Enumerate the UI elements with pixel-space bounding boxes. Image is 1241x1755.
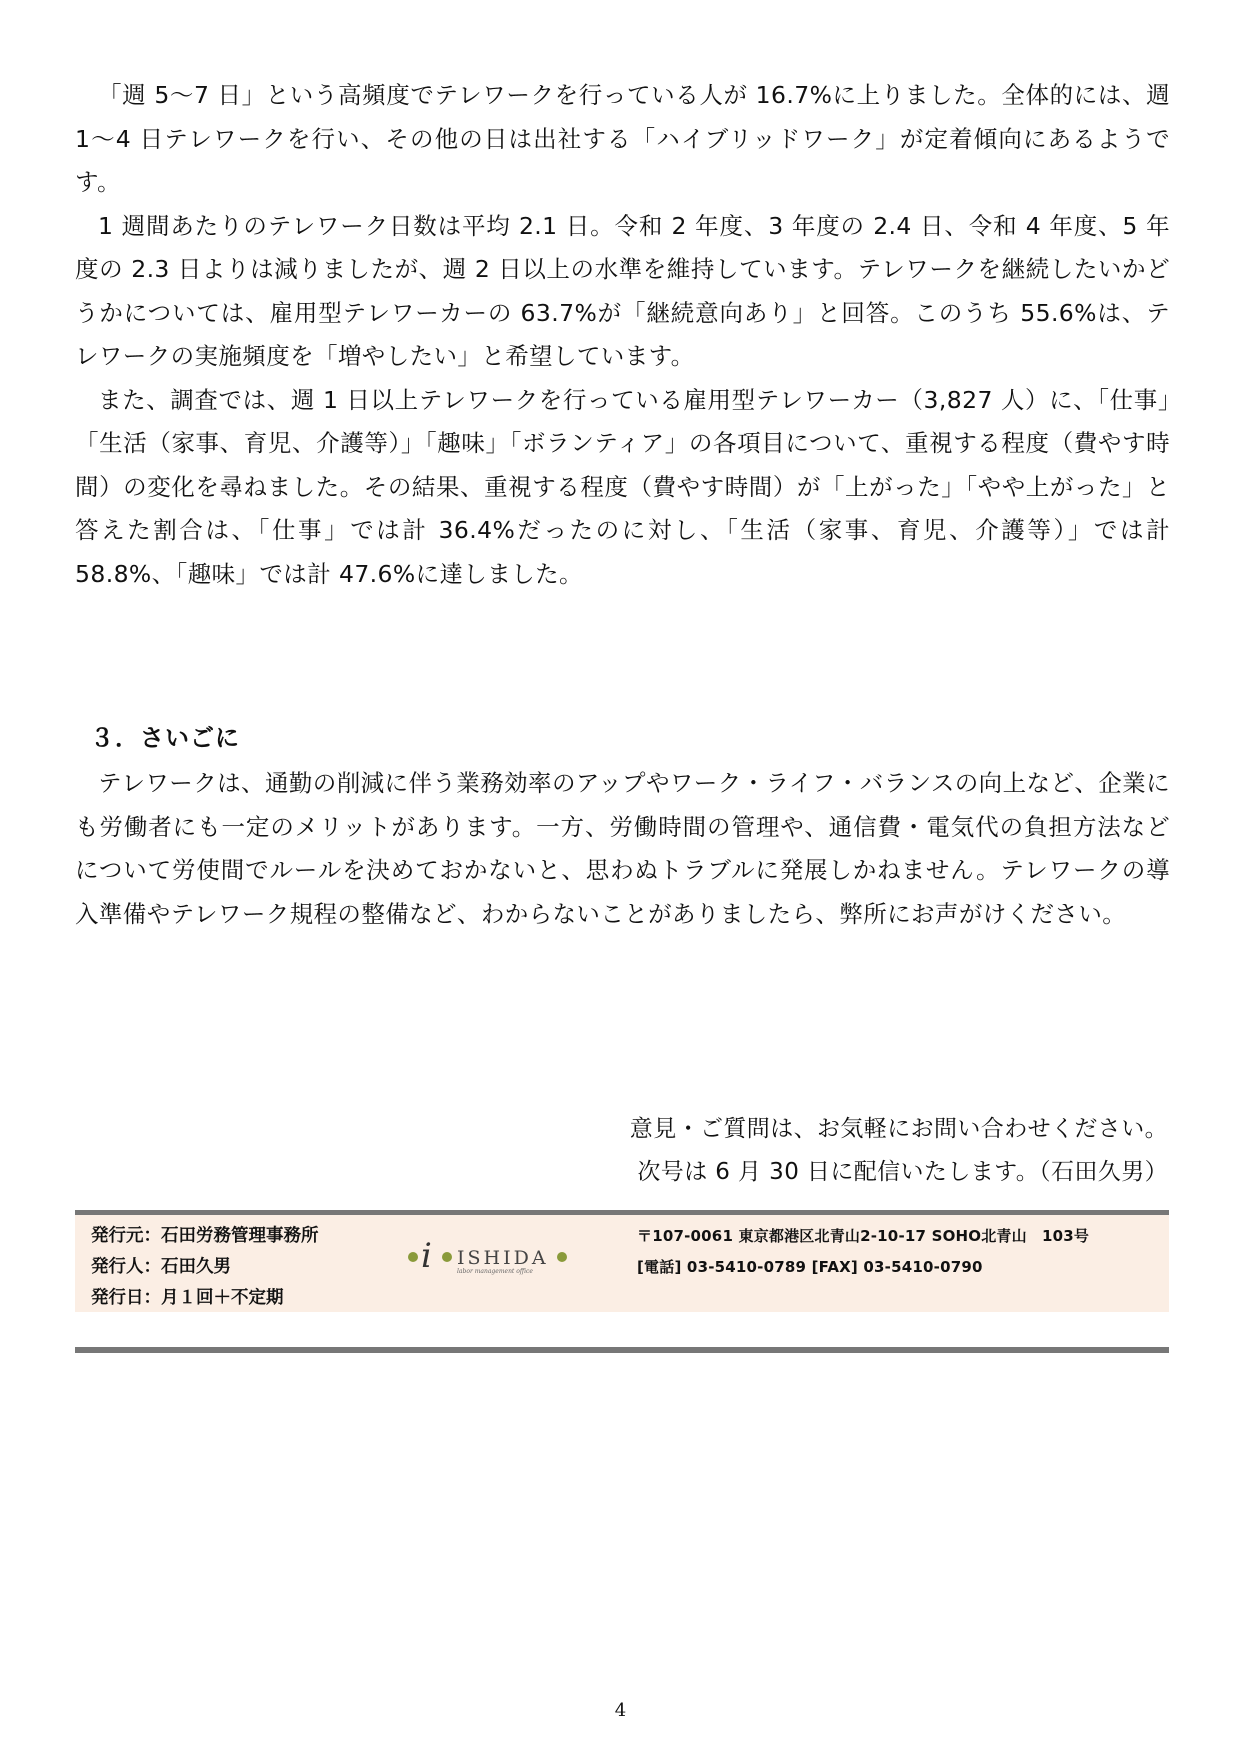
closing-text bbox=[75, 762, 1170, 936]
signoff bbox=[630, 1108, 1168, 1194]
body-paragraph: 「週 5～7 日」という高頻度でテレワークを行っている人が 16.7%に上りました。全体的には、週 1～4 日テレワークを行い、その他の日は出社する「ハイブリッドワーク」が定着傾向にあるようです。 bbox=[75, 81, 1170, 196]
logo-subtitle: labor management office bbox=[457, 1268, 533, 1275]
signoff-inquiry: 意見・ご質問は、お気軽にお問い合わせください。 bbox=[629, 1116, 1168, 1142]
footer-phone-fax: [電話] 03-5410-0789 [FAX] 03-5410-0790 bbox=[637, 1258, 983, 1276]
footer-bottom-rule bbox=[75, 1347, 1169, 1353]
logo-text: ISHIDA bbox=[457, 1247, 549, 1269]
body-text bbox=[75, 74, 1170, 596]
signoff-next-issue: 次号は 6 月 30 日に配信いたします。（石田久男） bbox=[637, 1159, 1168, 1185]
logo-letter: i bbox=[421, 1236, 432, 1276]
page-number: 4 bbox=[614, 1700, 627, 1721]
footer-contact-info bbox=[637, 1221, 1089, 1283]
footer-address: 〒107-0061 東京都港区北青山2-10-17 SOHO北青山 103号 bbox=[637, 1227, 1090, 1245]
body-paragraph: また、調査では、週 1 日以上テレワークを行っている雇用型テレワーカー（3,827 人）に、「仕事」「生活（家事、育児、介護等）」「趣味」「ボランティア」の各項目について、重視する程度（費やす時間）の変化を尋ねました。その結果、重視する程度（費やす時間）が「上がった」「やや上がった」と答えた割合は、「仕事」では計 36.4%だったのに対し、「生活（家事、育児、介護等）」では計 58.8%、「趣味」では計 47.6%に達しました。 bbox=[75, 385, 1170, 588]
footer-publisher-info bbox=[91, 1221, 319, 1314]
footer-publisher: 発行元：石田労務管理事務所 bbox=[91, 1226, 319, 1246]
body-paragraph: 1 週間あたりのテレワーク日数は平均 2.1 日。令和 2 年度、3 年度の 2.4 日、令和 4 年度、5 年度の 2.3 日よりは減りましたが、週 2 日以上の水準を維持しています。テレワークを継続したいかどうかについては、雇用型テレワーカーの 63.7%が「継続意向あり」と回答。このうち 55.6%は、テレワークの実施頻度を「増やしたい」と希望しています。 bbox=[75, 211, 1170, 370]
closing-paragraph: テレワークは、通勤の削減に伴う業務効率のアップやワーク・ライフ・バランスの向上など、企業にも労働者にも一定のメリットがあります。一方、労働時間の管理や、通信費・電気代の負担方法などについて労使間でルールを決めておかないと、思わぬトラブルに発展しかねません。テレワークの導入準備やテレワーク規程の整備など、わからないことがありましたら、弊所にお声がけください。 bbox=[75, 769, 1170, 928]
ishida-logo bbox=[405, 1235, 605, 1285]
section-heading: ３．さいごに bbox=[90, 724, 240, 752]
footer-box bbox=[75, 1215, 1169, 1312]
footer-author: 発行人：石田久男 bbox=[91, 1257, 231, 1277]
footer-schedule: 発行日：月１回＋不定期 bbox=[91, 1288, 284, 1308]
